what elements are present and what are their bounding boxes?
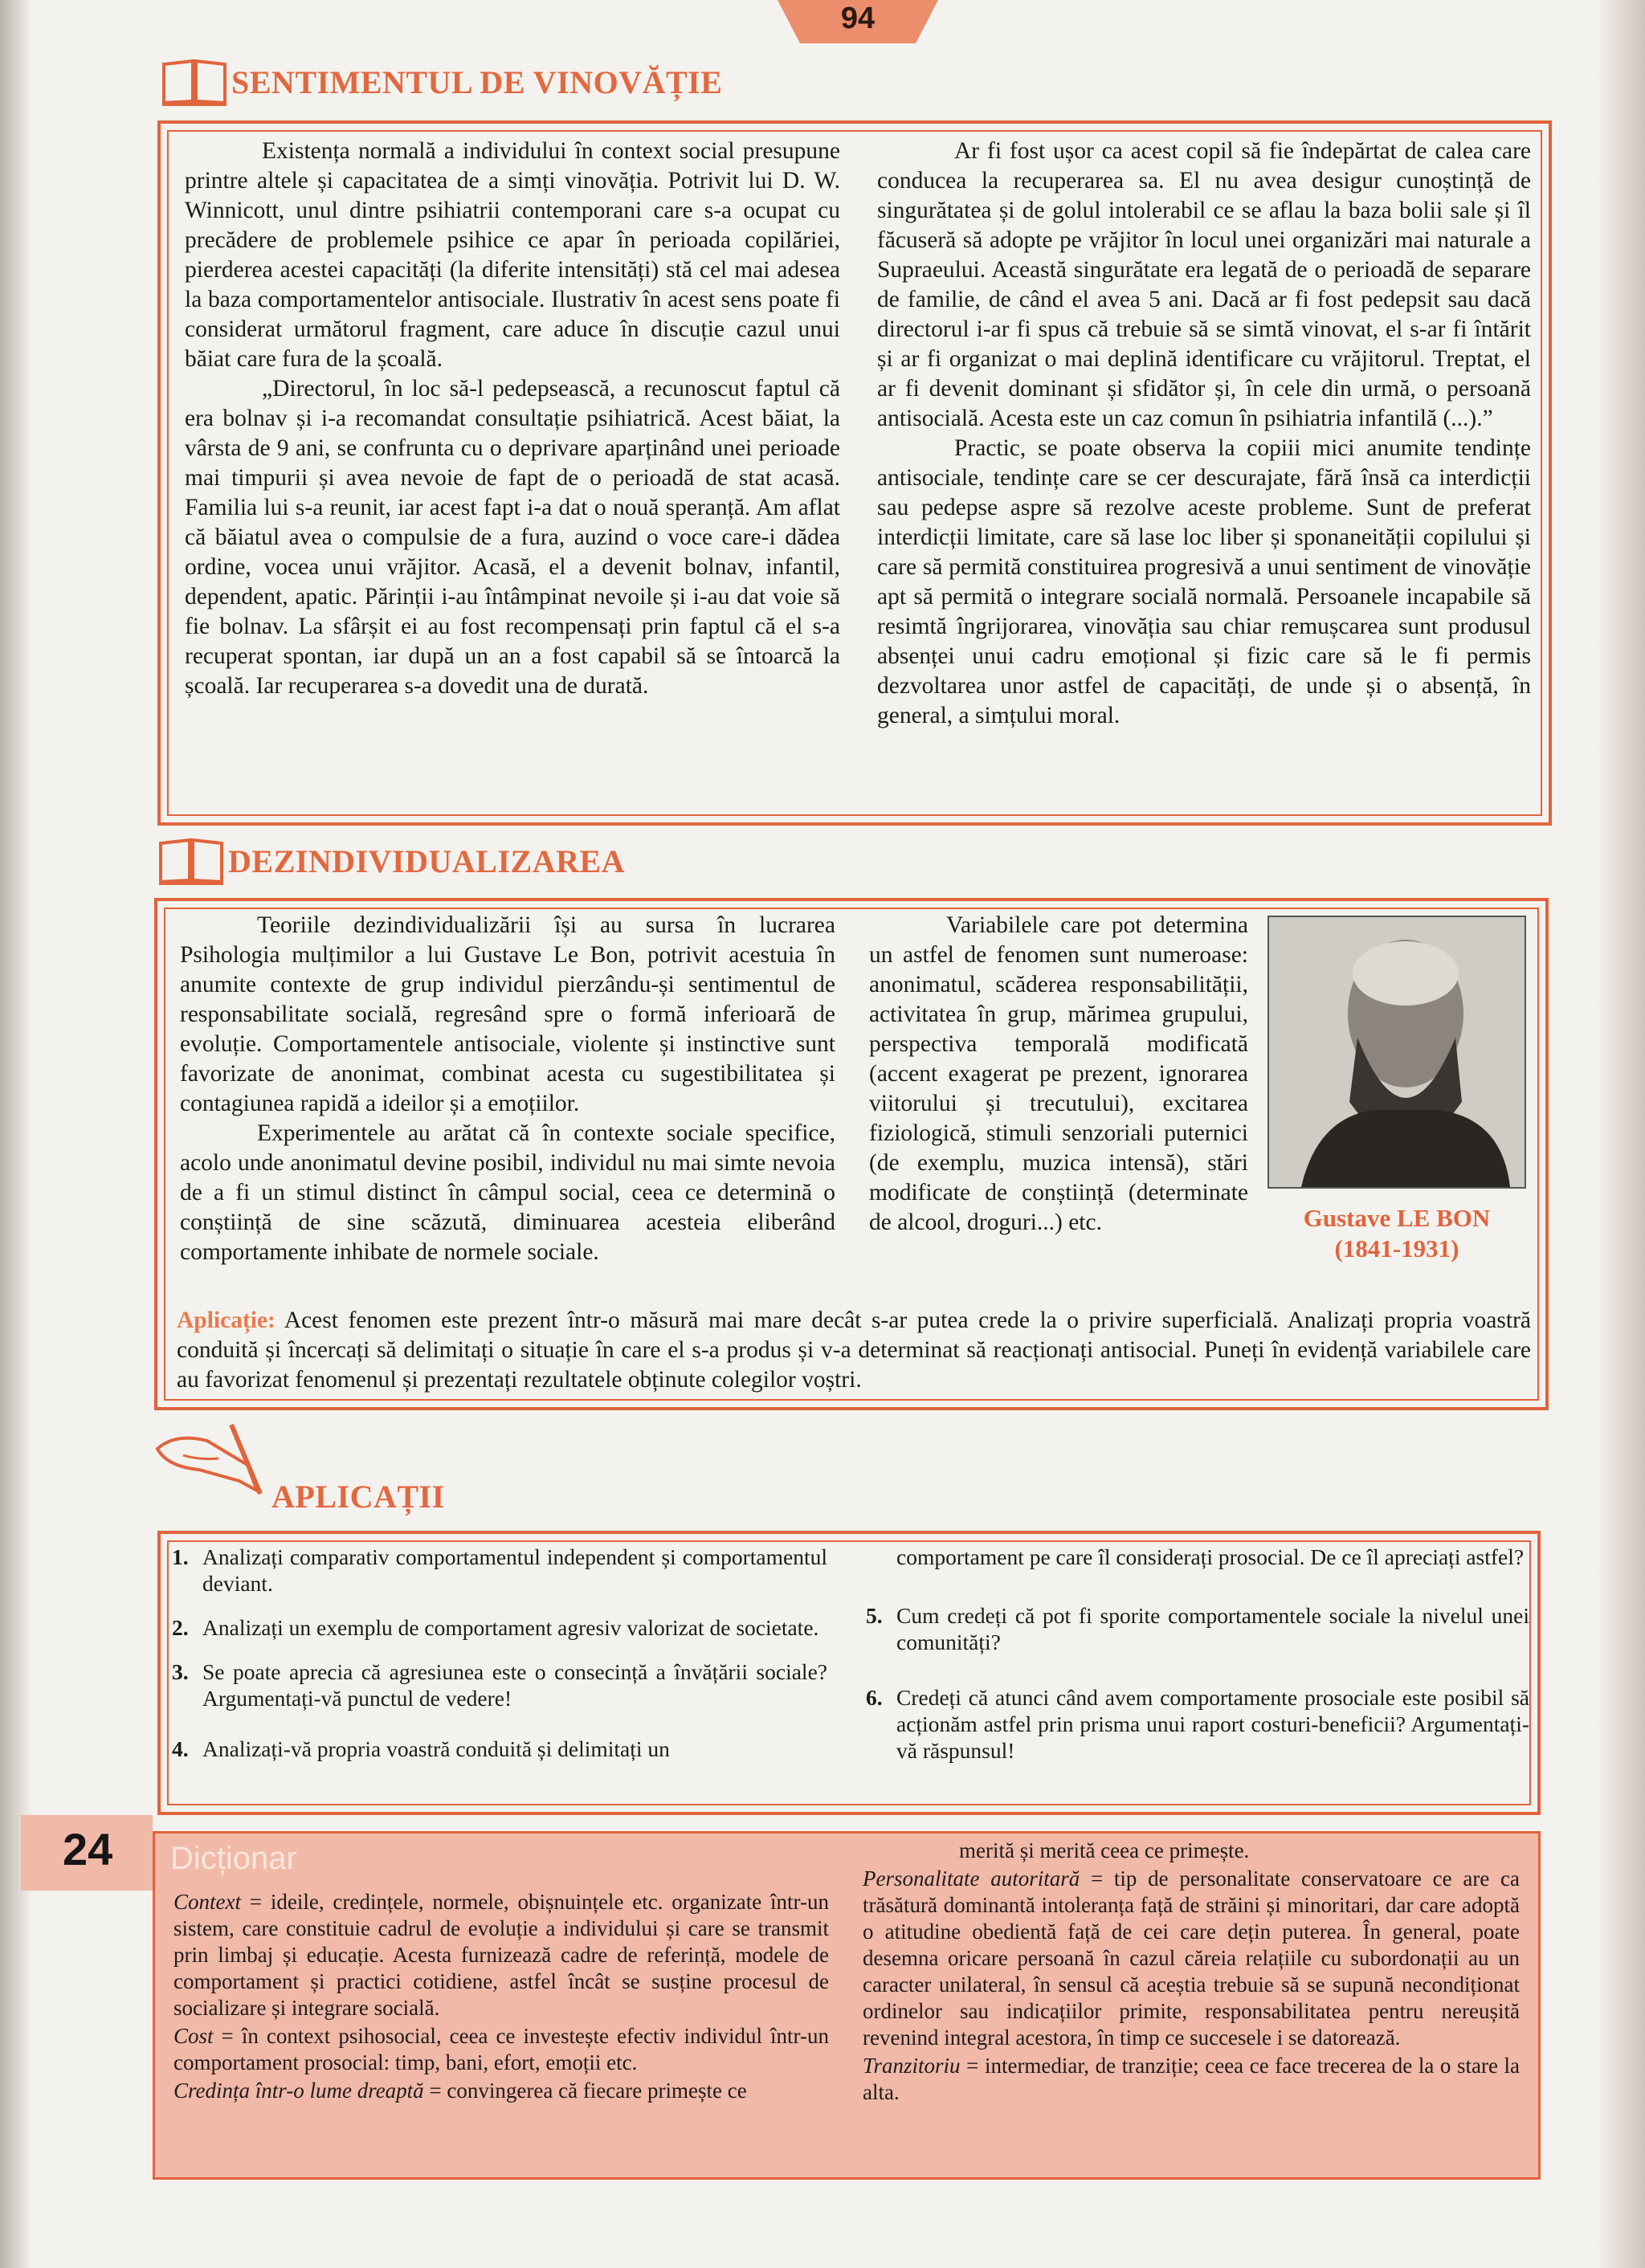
aplicatii-heading: APLICAȚII <box>271 1479 445 1515</box>
page-number-top: 94 <box>840 2 876 35</box>
paragraph: Teoriile dezindividualizării își au sursa în lucrarea Psihologia mulțimilor a lui Gustave Le Bon, potrivit acestuia în anumite contexte de grup individul pierzându-și sentimentul de responsabilitate socială, regresând spre o formă inferioară de evoluție. Comportamentele antisociale, violente și instinctive sunt favorizate de anonimat, combinat acesta cu sugestibilitatea și contagiunea rapidă a ideilor și a emoțiilor. <box>180 912 835 1116</box>
list-item: 5. Cum credeți că pot fi sporite comportamentele sociale la nivelul unei comunități? <box>866 1603 1529 1654</box>
paragraph: Practic, se poate observa la copiii mici anumite tendințe antisociale, tendințe care se cer descurajate, fără însă ca interdicții sau pedepse aspre să rezolve aceste probleme. Sunt de preferat interdicții limitate, care să lase loc liber și sponaneității copilului și care să permită constituirea progresivă a unui sentiment de vinovăție apt să permită o integrare socială normală. Persoanele incapabile să resimtă îngrijorarea, vinovăția sau chiar remușcarea sunt produsul absenței unui cadru emoțional și fizic care să le fi permis dezvoltarea unor astfel de capacități, de unde și o absență, în general, a simțului moral. <box>877 435 1531 728</box>
dictionary-entry: Personalitate autoritară = tip de personalitate conservatoare ce are ca trăsătură dominantă intoleranța față de străini și minoritari, dar care adoptă o atitudine obedientă față de cei care dețin puterea. În general, poate desemna oricare persoană în cazul căreia relațiile cu subordonații au un caracter unilateral, în sensul că aceștia trebuie să se supună necondiționat ordinelor sau indicațiilor primite, responsabilitatea pentru nereușită revenind integral acestora, în timp ce succesele i se datorează. <box>863 1866 1521 2050</box>
section1-left-column <box>185 137 840 701</box>
dictionary-entry-continued: merită și merită ceea ce primește. <box>959 1838 1250 1862</box>
open-book-icon <box>161 58 228 106</box>
section1-right-column <box>877 137 1531 731</box>
writing-hand-icon <box>151 1417 271 1505</box>
portrait-caption: Gustave LE BON (1841-1931) <box>1303 1204 1491 1262</box>
dictionary-entry: Cost = în context psihosocial, ceea ce investește efectiv individul într-un comportament prosocial: timp, bani, efort, emoții etc. <box>173 2024 829 2074</box>
list-item: 2. Analizați un exemplu de comportament agresiv valorizat de societate. <box>172 1615 819 1640</box>
dictionar-left-column <box>173 1889 829 2106</box>
dictionary-entry: Context = ideile, credințele, normele, obișnuințele etc. organizate într-un sistem, care constituie cadrul de evoluție a individului și care se transmit prin limbaj și educație. Acesta furnizează cadre de referință, modele de comportament și practici cotidiene, astfel încât se susține procesul de socializare și integrare socială. <box>173 1890 829 2020</box>
aplicatie-text: Acest fenomen este prezent într-o măsură mai mare decât s-ar putea crede la o privire superficială. Analizați propria voastră conduită și încercați să delimitați o situație în care el s-a produs și v-a determinat să reacționați antisocial. Puneți în evidență variabilele care au favorizat fenomenul și prezentați rezultatele obținute colegilor voștri. <box>177 1307 1531 1393</box>
paragraph: Variabilele care pot determina un astfel de fenomen sunt numeroase: anonimatul, scăderea responsabilității, activitatea în grup, mărimea grupului, perspectiva temporală modificată (accent exagerat pe prezent, ignorarea viitorului și trecutului), excitarea fiziologică, stimuli senzoriali puternici (de exemplu, muzica intensă), stări modificate de conștiință (determinate de alcool, droguri...) etc. <box>869 912 1248 1235</box>
section2-left-column <box>180 911 835 1267</box>
dictionar-right-column <box>863 1838 1520 2107</box>
page-number-tab <box>778 0 938 43</box>
dictionary-entry: Tranzitoriu = intermediar, de tranziție; ceea ce face trecerea de la o stare la alta. <box>863 2054 1521 2104</box>
paragraph: „Directorul, în loc să-l pedepsească, a recunoscut faptul că era bolnav și i-a recomandat consultație psihiatrică. Acest băiat, la vârsta de 9 ani, se confrunta cu o deprivare aparținând unei perioade mai timpurii și avea nevoie de fapt de o perioadă de stat acasă. Familia lui s-a reunit, iar acest fapt i-a dat o nouă speranță. Am aflat că băiatul avea o compulsie de a fura, auzind o voce care-i dădea ordine, vocea unui vrăjitor. Acasă, el a devenit bolnav, infantil, dependent, apatic. Părinții i-au întâmpinat nevoile și i-au dat voie să fie bolnav. La sfârșit ei au fost recompensați prin faptul că el s-a recuperat spontan, iar după un an a fost capabil să se întoarcă la școală. Iar recuperarea s-a dovedit una de durată. <box>185 376 840 699</box>
paragraph: Experimentele au arătat că în contexte sociale specifice, acolo unde anonimatul devine posibil, individul nu mai simte nevoia de a fi un stimul distinct în câmpul social, ceea ce determină o conștiință de sine scăzută, diminuarea acesteia eliberând comportamente inhibate de normele sociale. <box>180 1120 835 1265</box>
list-item: 1. Analizați comparativ comportamentul independent și comportamentul deviant. <box>172 1544 827 1596</box>
open-book-icon <box>157 837 225 885</box>
aplicatii-left-list <box>172 1544 827 1780</box>
list-item-continued: comportament pe care îl considerați prosocial. De ce îl apreciați astfel? <box>896 1544 1525 1569</box>
aplicatie-label: Aplicație: <box>177 1307 276 1333</box>
side-page-number: 24 <box>21 1815 153 1891</box>
section2-right-column <box>869 911 1248 1238</box>
list-item: 6. Credeți că atunci când avem comportamente prosociale este posibil să acționăm astfel prin prisma unui raport costuri-beneficii? Argumentați-vă răspunsul! <box>866 1685 1529 1763</box>
paragraph: Existența normală a individului în context social presupune printre altele și capacitatea de a simți vinovăția. Potrivit lui D. W. Winnicott, unul dintre psihiatrii contemporani care s-a ocupat cu precădere de problemele psihice ce apar în perioada copilăriei, pierderea acestei capacități (la diferite intensități) stă cel mai adesea la baza comportamentelor antisociale. Ilustrativ în acest sens poate fi considerat următorul fragment, care aduce în discuție cazul unui băiat care fura de la școală. <box>185 138 840 372</box>
page-binding-shadow <box>0 0 32 2268</box>
aplicatii-right-list <box>866 1544 1529 1781</box>
dictionary-entry: Credința într-o lume dreaptă = convingerea că fiecare primește ce <box>173 2078 747 2103</box>
section-heading-dezindividualizarea: DEZINDIVIDUALIZAREA <box>157 837 625 885</box>
paragraph: Ar fi fost ușor ca acest copil să fie îndepărtat de calea care conducea la recuperarea sa. El nu avea desigur cunoștință de singurătatea și de golul intolerabil ce se aflau la baza bolii sale și îl făcuseră să adopte pe vrăjitor în locul unei organizări mai naturale a Supraeului. Această singurătate era legată de o perioadă de separare de familie, de când el avea 5 ani. Dacă ar fi fost pedepsit sau dacă directorul i-ar fi spus că trebuie să se simtă vinovat, el s-ar fi întărit și ar fi organizat o mai deplină identificare cu vrăjitorul. Treptat, el ar fi devenit dominant și sfidător și, în cele din urmă, o persoană antisocială. Acesta este un caz comun în psihiatria infantilă (...).” <box>877 138 1531 431</box>
aplicatie-paragraph <box>177 1306 1531 1395</box>
list-item: 3. Se poate aprecia că agresiunea este o consecință a învățării sociale? Argumentați-vă punctul de vedere! <box>172 1659 827 1711</box>
list-item: 4. Analizați-vă propria voastră conduită și delimitați un <box>172 1736 670 1761</box>
section-heading-vinovatie: SENTIMENTUL DE VINOVĂȚIE <box>161 58 722 106</box>
page-edge <box>1597 0 1645 2268</box>
dictionar-title: Dicționar <box>170 1841 297 1876</box>
portrait-photo <box>1267 916 1526 1189</box>
